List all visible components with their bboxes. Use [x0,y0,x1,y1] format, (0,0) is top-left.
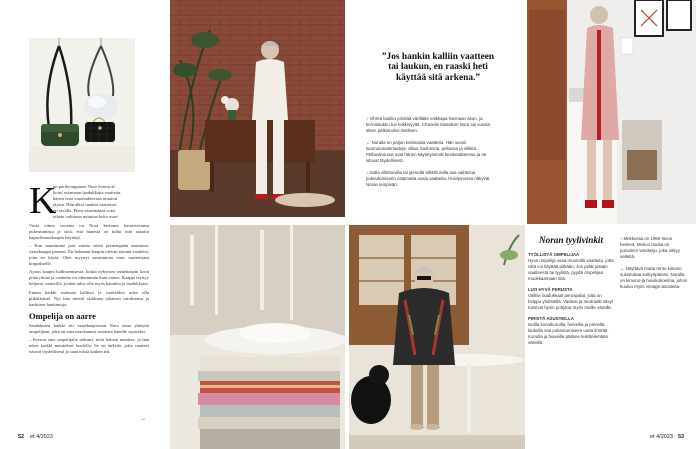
caption-text: Vihreä laukku piristää värillään vaikkapa harmaan asun, ja kernalaukku tuo leikkisyyttä. Chanelin klassikon Nora sai vuosia sitten palkinnoksi itselleen. [366,116,490,133]
page-number-left: 52 [18,434,25,440]
caption [366,116,500,134]
tip-heading: TYÖLLISTÄ OMPELIJAA [528,251,580,257]
tip-item [528,316,614,346]
tip-text: Isoilla korvakoruilla, huiveilla ja pienellä laukulla saa pukeutumiseen uutta ilmettä. Koruilla ja huiveilla pääsee leikittelemään väreillä. [528,321,609,345]
magazine-issue-right: et 4/2023 [650,434,673,440]
paragraph: Ennen kaikki ostetaan kalliisti ja vaatteiden tulee olla pitkäikäisiä. Nyt hän miettii tarkkaan jokaisen ostoksensa ja harkitsee hankintoja. [29,289,149,307]
paragraph: – Kun muutimme pari vuotta sitten pienempään asuntoon, vaatekaappi pieneni. En halunnut kaapin olevan täynnä vaatteita, joita en käytä. Olen myynyt suurimman osan vaatteistani kirppikselle. [29,242,149,267]
caption-arrow-icon: ↑ [366,116,369,121]
caption-arrow-icon: ↑ [620,236,623,241]
caption-text: Isolla villahuivilla tai pienellä silkkihuivilla saa vaihtelua pukeutumiseen ostamatta uusia vaatteita. Huivipinossa näkyvät Noran lempiväri. [366,170,490,187]
woman-pink-dress-back-photo [527,0,696,224]
caption [620,236,688,260]
drop-cap: K [29,180,57,222]
intro-line: eri tavalla. Pieni vaatemäärä voisi [53,208,116,214]
scarves-illustration [170,225,345,449]
intro-line: täysin. Hän alkoi nauttia vaatteista [53,202,117,208]
caption [366,140,500,164]
caption-arrow-icon: ← [366,140,371,145]
tip-heading: LUO HYVÄ PERUSTA [528,286,573,292]
caption [366,170,500,188]
intro-text [53,184,149,221]
pink-dress-illustration [527,0,696,224]
woman-white-illustration [170,0,345,217]
continue-arrow: → [140,416,146,422]
tip-item [528,287,614,311]
tip-heading: PIRISTÄ ASUSTEILLA [528,315,574,321]
woman-white-outfit-photo [170,0,345,217]
magazine-issue-left: et 4/2023 [30,434,53,440]
caption-text: Näyttävä mutta rento kimono sulostuttaa kotityöpäivän. Noralla on kimono-ja huivikokoelma, johon kuuluu myös vintage-asusteita. [620,266,688,289]
caption-arrow-icon: ← [620,266,625,271]
intro-line: oikein valittuna muuttaa koko maa- [53,214,119,220]
paragraph: Saadakseen kaikki irti vaatekaapistaan Nora ottaa yhteyttä ompelijaan, joka on aina muokannut vaatteita hänelle sopiviksi. [29,322,149,334]
article-body [29,180,149,357]
right-caption-list [620,236,688,290]
body-paragraphs [29,223,149,308]
subheading: Ompelija on aarre [29,310,96,321]
tips-title: Noran tyylivinkit [538,235,604,245]
intro-line: un parikymppinen Nora Sointu al- [53,184,117,189]
seated-woman-illustration [349,225,525,449]
tip-text: Valitse laadukkaat peruspalat, joita on helppo yhdistellä. Vaaleat ja neutraalit sävyt toimivat hyvin pohjana myös muille väreille. [528,292,614,310]
pull-quote: ”Jos hankin kalliin vaatteen tai laukun, en raaski heti käyttää sitä arkena.” [381,52,495,83]
woman-seated-kimono-photo [349,225,525,449]
intro-line: koitti ostamaan laadukkaita vaatteita, [53,190,122,196]
paragraph: Vasta viime vuosina on Nora kertonut harrastavansa pukeutumista ja siitä, että hänestä on tullut niin sanottu kapselivaatekaapin käyttäjä. [29,222,149,240]
caption-list [366,116,500,188]
body-paragraphs-2 [29,323,149,355]
paragraph: – Kerron aina ompelijalle tarkasti, mitä haluan muuttaa, ja hän tekee kaikki muutokset huolella. Se on tärkeää, jotta vaatteet istuvat täydellisesti ja saan niistä kaiken irti. [29,336,149,355]
caption-text: Mekkossa on 1960-luvun henkeä. Mekon tausta on punainen vetoketju, joka näkyy selästä. [620,236,681,259]
intro-line: hänen oma vaatesuhteensa muuttui [53,196,118,202]
paragraph: Ajatus kaapin hallitsemisesta, koska nykyisen vaatekaapin koon pitää riittää ja vaatteita on vähemmän kuin ennen. Kaappi täyttyy helposti vaatteilla, joiden tulisi olla myös kauniita ja laadukkaita. [29,269,149,287]
bags-illustration [29,38,135,172]
tip-text: Hyvä ompelija osaa muotoilla vaatteita, jotta niitä voi käyttää pitkään. Jos pidät jostain vaatteesta tai tyylistä, pyydä ompelijaa muokkaamaan sitä. [528,257,614,281]
caption [620,266,688,290]
style-tips [528,236,614,346]
bags-photo [29,38,135,172]
tip-item [528,252,614,282]
page-number-right: 53 [678,434,685,440]
scarves-stack-photo [170,225,345,449]
caption-text: Noralla on paljon kotimaisia vaatteita. Hän suosii luonnonmateriaaleja: villaa, kashmiria, pellavaa ja silkkiä. Pellavahousut ovat hänen käytetyimmät kesävaatteensa ja ne istuvat täydellisesti. [366,140,487,163]
caption-arrow-icon: ↓ [366,170,369,175]
